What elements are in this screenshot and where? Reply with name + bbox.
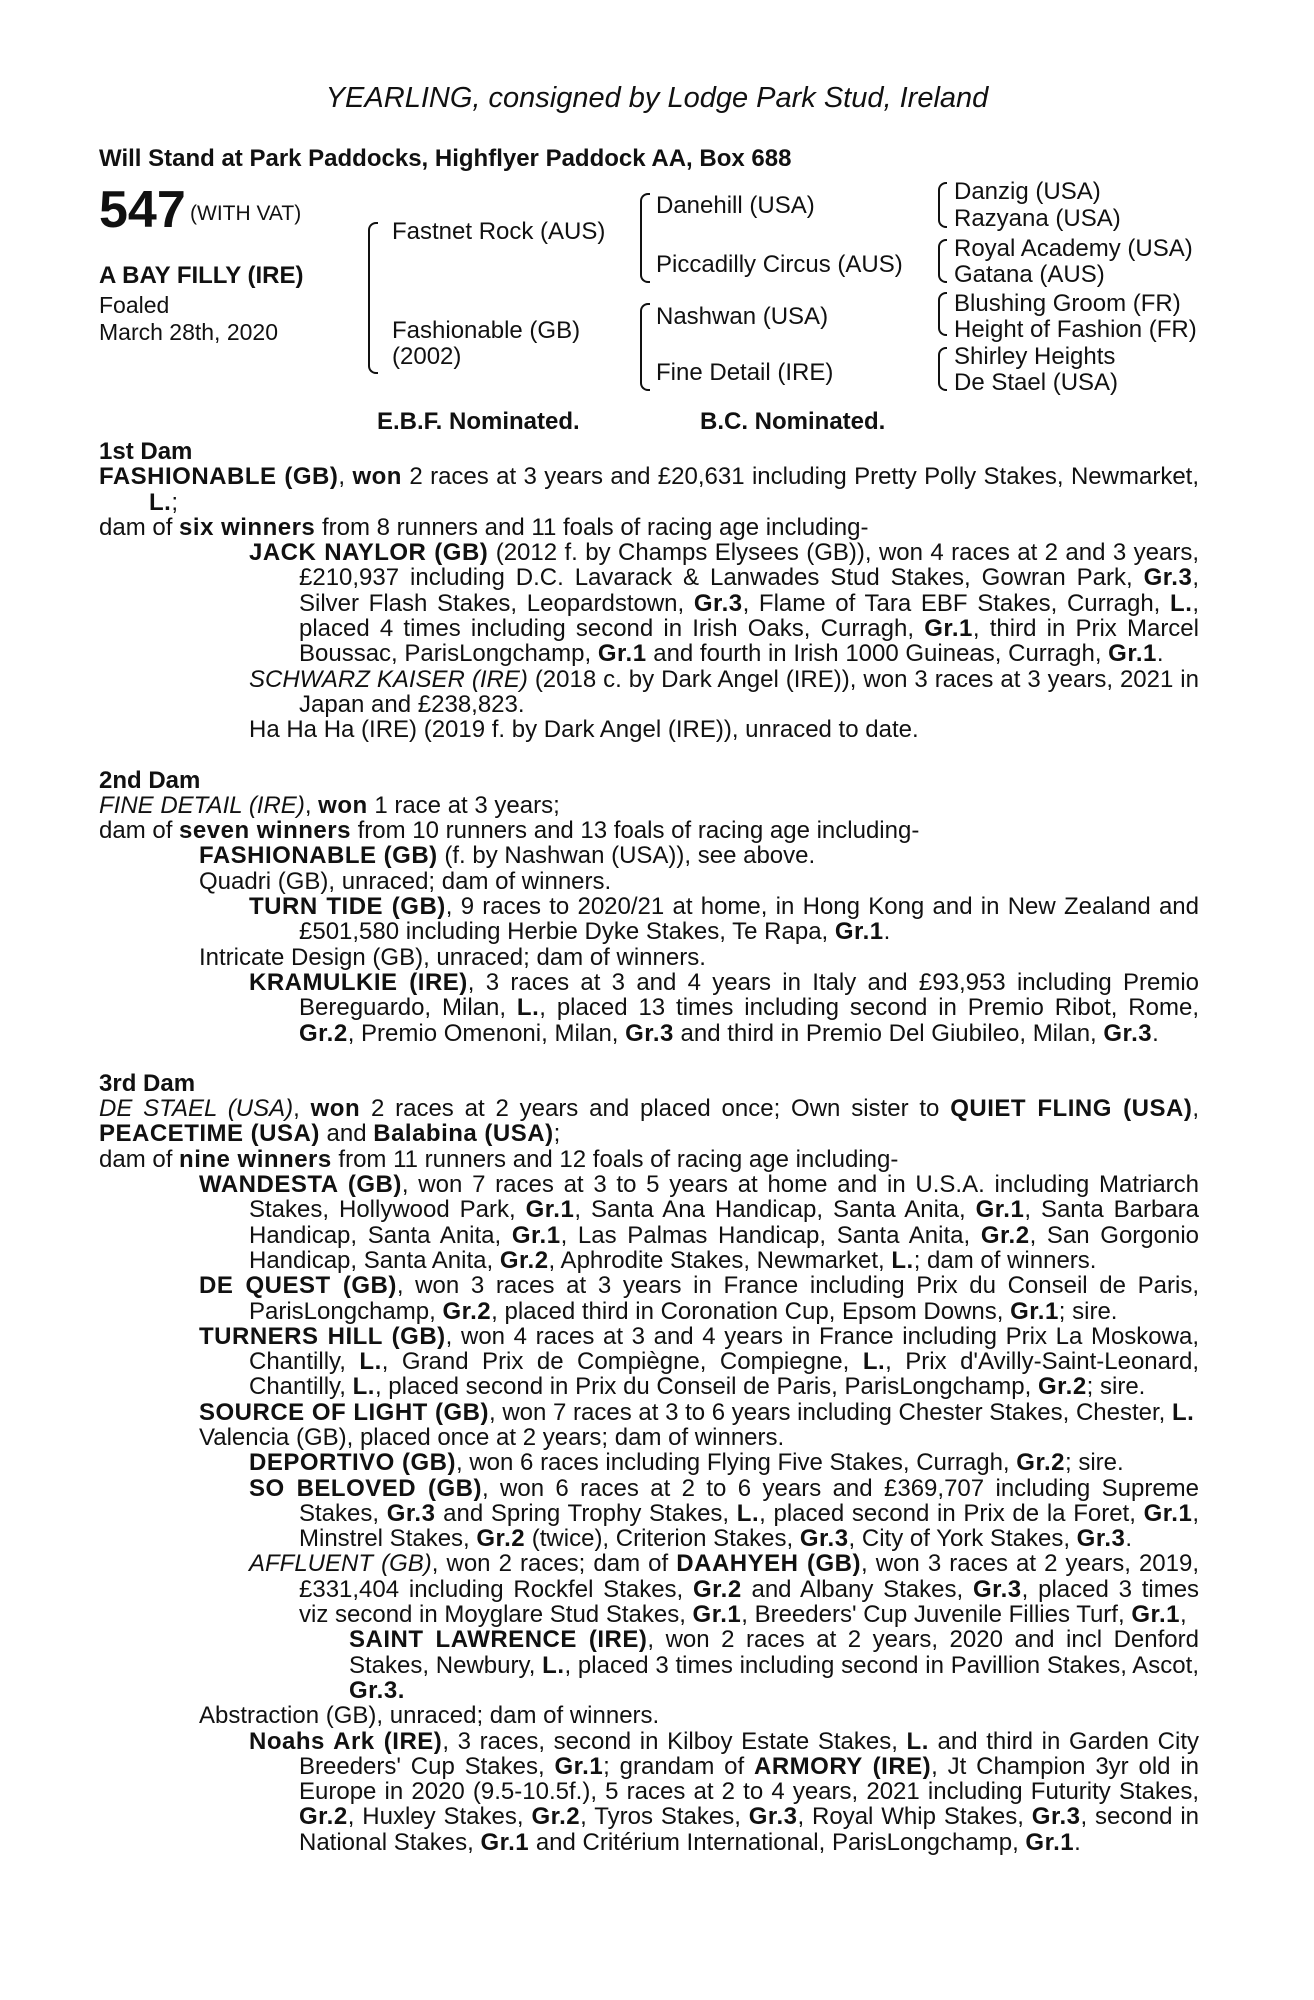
pedigree-brace-main (368, 222, 378, 374)
third-dam-intro: DE STAEL (USA), won 2 races at 2 years and placed once; Own sister to QUIET FLING (USA), PEACETIME (USA) and Balabina (USA); (99, 1095, 1200, 1148)
produce-fashionable: FASHIONABLE (GB) (f. by Nashwan (USA)), see above. (199, 842, 816, 870)
produce-affluent: AFFLUENT (GB), won 2 races; dam of DAAHYEH (GB), won 3 races at 2 years, 2019, £331,404 including Rockfel Stakes, Gr.2 and Albany Stakes, Gr.3, placed 3 times viz second in Moyglare Stud Stakes, Gr.1, Breeders' Cup Juvenile Fillies Turf, Gr.1, (249, 1550, 1200, 1629)
catalogue-body (99, 439, 1199, 1855)
stand-location: Will Stand at Park Paddocks, Highflyer Paddock AA, Box 688 (99, 145, 792, 172)
produce-turners-hill: TURNERS HILL (GB), won 4 races at 3 and 4 years in France including Prix La Moskowa, Chantilly, L., Grand Prix de Compiègne, Compiegne, L., Prix d'Avilly-Saint-Leonard, Chantilly, L., placed second in Prix du Conseil de Paris, ParisLongchamp, Gr.2; sire. (199, 1322, 1200, 1401)
produce-kramulkie: KRAMULKIE (IRE), 3 races at 3 and 4 years in Italy and £93,953 including Premio Bereguardo, Milan, L., placed 13 times including second in Premio Ribot, Rome, Gr.2, Premio Omenoni, Milan, Gr.3 and third in Premio Del Giubileo, Milan, Gr.3. (249, 968, 1199, 1047)
first-dam-heading: 1st Dam (99, 438, 193, 465)
pedigree-dam-year: (2002) (392, 343, 462, 370)
produce-ha-ha-ha: Ha Ha Ha (IRE) (2019 f. by Dark Angel (IRE)), unraced to date. (249, 716, 919, 744)
ebf-nomination: E.B.F. Nominated. (377, 408, 580, 435)
produce-wandesta: WANDESTA (GB), won 7 races at 3 to 5 years at home and in U.S.A. including Matriarch Stakes, Hollywood Park, Gr.1, Santa Ana Handicap, Santa Anita, Gr.1, Santa Barbara Handicap, Santa Anita, Gr.1, Las Palmas Handicap, Santa Anita, Gr.2, San Gorgonio Handicap, Santa Anita, Gr.2, Aphrodite Stakes, Newmarket, L.; dam of winners. (199, 1171, 1200, 1274)
vat-note: (WITH VAT) (190, 202, 302, 225)
horse-name: A BAY FILLY (IRE) (99, 262, 304, 289)
produce-deportivo: DEPORTIVO (GB), won 6 races including Flying Five Stakes, Curragh, Gr.2; sire. (249, 1449, 1124, 1477)
produce-noahs-ark: Noahs Ark (IRE), 3 races, second in Kilboy Estate Stakes, L. and third in Garden City Breeders' Cup Stakes, Gr.1; grandam of ARMORY (IRE), Jt Champion 3yr old in Europe in 2020 (9.5-10.5f.), 5 races at 2 to 4 years, 2021 including Futurity Stakes, Gr.2, Huxley Stakes, Gr.2, Tyros Stakes, Gr.3, Royal Whip Stakes, Gr.3, second in National Stakes, Gr.1 and Critérium International, ParisLongchamp, Gr.1. (249, 1727, 1200, 1856)
produce-abstraction: Abstraction (GB), unraced; dam of winners. (199, 1702, 660, 1730)
produce-de-quest: DE QUEST (GB), won 3 races at 3 years in France including Prix du Conseil de Paris, ParisLongchamp, Gr.2, placed third in Coronation Cup, Epsom Downs, Gr.1; sire. (199, 1272, 1199, 1325)
produce-intricate-design: Intricate Design (GB), unraced; dam of winners. (199, 943, 706, 971)
pedigree-g7: Shirley Heights (954, 343, 1116, 370)
produce-saint-lawrence: SAINT LAWRENCE (IRE), won 2 races at 2 years, 2020 and incl Denford Stakes, Newbury, L., placed 3 times including second in Pavillion Stakes, Ascot, Gr.3. (349, 1626, 1199, 1704)
pedigree-brace-g12 (938, 182, 947, 228)
third-dam-produce-line: dam of nine winners from 11 runners and 12 foals of racing age including- (99, 1145, 899, 1173)
produce-valencia: Valencia (GB), placed once at 2 years; dam of winners. (199, 1423, 785, 1451)
pedigree-dam: Fashionable (GB) (392, 317, 581, 344)
pedigree-brace-sire (640, 193, 650, 283)
pedigree-dam-sire: Nashwan (USA) (656, 303, 829, 330)
pedigree-sire: Fastnet Rock (AUS) (392, 218, 606, 245)
produce-jack-naylor: JACK NAYLOR (GB) (2012 f. by Champs Elysees (GB)), won 4 races at 2 and 3 years, £210,937 including D.C. Lavarack & Lanwades Stud Stakes, Gowran Park, Gr.3, Silver Flash Stakes, Leopardstown, Gr.3, Flame of Tara EBF Stakes, Curragh, L., placed 4 times including second in Irish Oaks, Curragh, Gr.1, third in Prix Marcel Boussac, ParisLongchamp, Gr.1 and fourth in Irish 1000 Guineas, Curragh, Gr.1. (249, 539, 1200, 668)
bc-nomination: B.C. Nominated. (700, 408, 886, 435)
consignment-line: YEARLING, consigned by Lodge Park Stud, Ireland (325, 82, 989, 114)
pedigree-brace-g34 (938, 239, 947, 283)
pedigree-brace-g56 (938, 292, 947, 336)
produce-quadri: Quadri (GB), unraced; dam of winners. (199, 867, 612, 895)
second-dam-produce-line: dam of seven winners from 10 runners and 13 foals of racing age including- (99, 817, 920, 845)
pedigree-g1: Danzig (USA) (954, 178, 1101, 205)
produce-so-beloved: SO BELOVED (GB), won 6 races at 2 to 6 years and £369,707 including Supreme Stakes, Gr.3 and Spring Trophy Stakes, L., placed second in Prix de la Foret, Gr.1, Minstrel Stakes, Gr.2 (twice), Criterion Stakes, Gr.3, City of York Stakes, Gr.3. (249, 1474, 1199, 1553)
pedigree-g3: Royal Academy (USA) (954, 235, 1193, 262)
pedigree-dam-dam: Fine Detail (IRE) (656, 359, 834, 386)
pedigree-g2: Razyana (USA) (954, 205, 1121, 232)
pedigree-brace-dam (640, 303, 650, 391)
second-dam-intro: FINE DETAIL (IRE), won 1 race at 3 years; (99, 791, 560, 819)
pedigree-g4: Gatana (AUS) (954, 261, 1105, 288)
produce-source-of-light: SOURCE OF LIGHT (GB), won 7 races at 3 to 6 years including Chester Stakes, Chester, L. (199, 1398, 1195, 1426)
third-dam-heading: 3rd Dam (99, 1069, 196, 1097)
pedigree-g8: De Stael (USA) (954, 369, 1119, 396)
pedigree-sire-dam: Piccadilly Circus (AUS) (656, 251, 903, 278)
foaled-date: March 28th, 2020 (99, 319, 279, 345)
pedigree-g5: Blushing Groom (FR) (954, 290, 1181, 317)
lot-number: 547 (99, 181, 186, 239)
second-dam-heading: 2nd Dam (99, 766, 201, 794)
first-dam-intro: FASHIONABLE (GB), won 2 races at 3 years and £20,631 including Pretty Polly Stakes, Newmarket, L.; (99, 463, 1199, 516)
pedigree-sire-sire: Danehill (USA) (656, 192, 815, 219)
produce-turn-tide: TURN TIDE (GB), 9 races to 2020/21 at home, in Hong Kong and in New Zealand and £501,580 including Herbie Dyke Stakes, Te Rapa, Gr.1. (249, 893, 1199, 946)
produce-schwarz-kaiser: SCHWARZ KAISER (IRE) (2018 c. by Dark Angel (IRE)), won 3 races at 3 years, 2021 in Japan and £238,823. (249, 665, 1199, 718)
foaled-label: Foaled (99, 292, 170, 318)
pedigree-g6: Height of Fashion (FR) (954, 316, 1197, 343)
first-dam-produce-line: dam of six winners from 8 runners and 11 foals of racing age including- (99, 513, 869, 541)
pedigree-brace-g78 (938, 347, 947, 391)
